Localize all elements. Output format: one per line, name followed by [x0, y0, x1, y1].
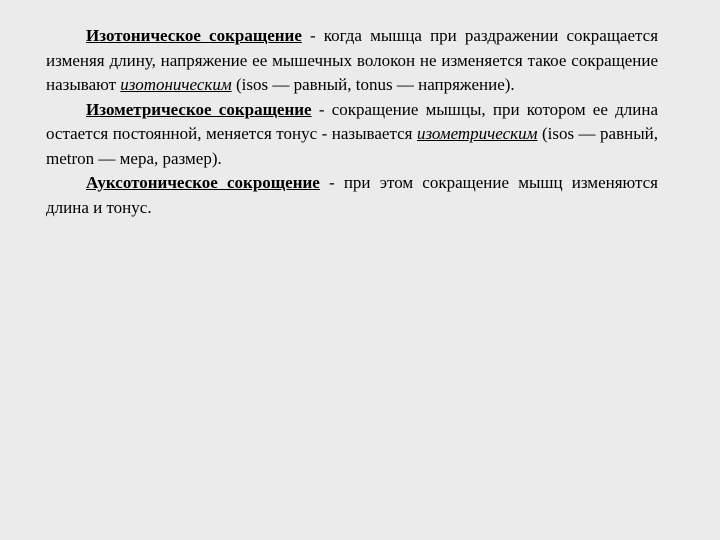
paragraph-isotonic-text-2: (isos — равный, tonus — напряжение).	[231, 75, 515, 94]
paragraph-isometric-text-2: (isos — равный, metron — мера, размер).	[46, 124, 658, 168]
term-isometric: Изометрическое сокращение	[86, 99, 312, 119]
term-isotonic: Изотоническое сокращение	[86, 26, 302, 45]
paragraph-isotonic-text-1: - когда мышца при раздражении сокращается изменяя длину, напряжение ее мышечных волокон не изменяется такое сокращение называют	[46, 26, 659, 94]
paragraph-auxotonic	[46, 171, 658, 220]
emphasis-isotonic: изотоническим	[120, 75, 232, 94]
paragraph-isotonic	[46, 24, 658, 98]
emphasis-isometric: изометрическим	[416, 124, 538, 143]
paragraph-isometric-text-1: - сокращение мышцы, при котором ее длина остается постоянной, меняется тонус - называется	[46, 99, 658, 143]
paragraph-auxotonic-text-1: - при этом сокращение мышц изменяются длина и тонус.	[46, 173, 659, 217]
paragraph-isometric	[46, 98, 658, 172]
term-auxotonic: Ауксотоническое сокрощение	[86, 173, 320, 192]
text-block	[46, 24, 658, 220]
